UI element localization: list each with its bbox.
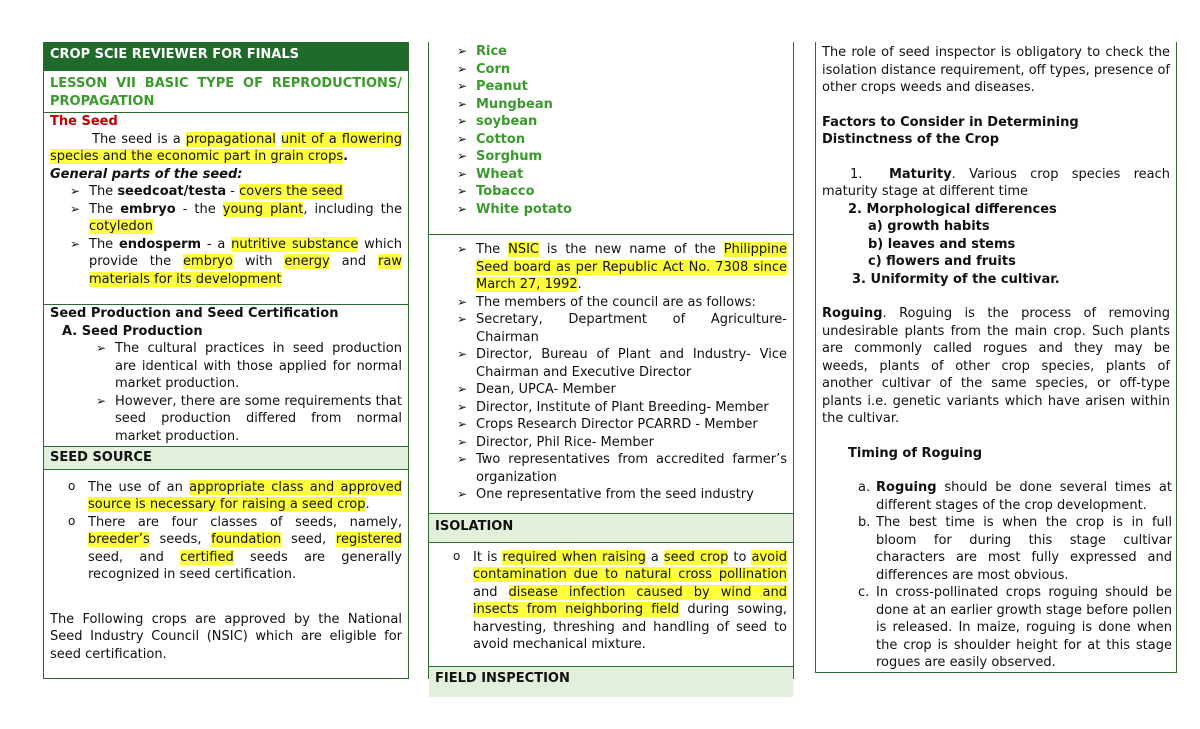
general-parts-heading: General parts of the seed: (50, 166, 243, 182)
factor-uniformity: 3. Uniformity of the cultivar. (852, 271, 1060, 287)
list-item: ➢ Cotton (455, 131, 787, 149)
list-item: ➢ The members of the council are as follows: (455, 294, 787, 312)
list-item: ➢ The seedcoat/testa - covers the seed (68, 183, 402, 201)
lesson-heading-cont: PROPAGATION (44, 93, 408, 114)
timing-list (816, 479, 1176, 672)
column-middle (428, 42, 794, 686)
list-item: o There are four classes of seeds, namely, breeder’s seeds, foundation seed, registered seed, and certified seeds are generally recognized in seed certification. (44, 514, 402, 584)
isolation-band: ISOLATION (429, 513, 793, 543)
factor-maturity: 1. Maturity. Various crop species reach maturity stage at different time (822, 166, 1171, 199)
list-item: ➢ Rice (455, 43, 787, 61)
list-item: ➢ Crops Research Director PCARRD - Member (455, 416, 787, 434)
document-title: CROP SCIE REVIEWER FOR FINALS (44, 42, 408, 71)
field-inspection-band: FIELD INSPECTION (429, 666, 793, 697)
list-item: b. The best time is when the crop is in full bloom for during this stage cultivar characters are most fully expressed and differences are most obvious. (858, 515, 1172, 583)
list-item: a. Roguing should be done several times at different stages of the crop development. (858, 480, 1172, 513)
list-item: ➢ The endosperm - a nutritive substance which provide the embryo with energy and raw materials for its development (68, 236, 402, 289)
morphology-item: b) leaves and stems (868, 236, 1016, 252)
factors-heading: Factors to Consider in Determining Distinctness of the Crop (822, 114, 1079, 147)
list-item: ➢ Tobacco (455, 183, 787, 201)
morphology-item: a) growth habits (868, 219, 990, 234)
nsic-list (429, 235, 793, 504)
isolation-list (429, 543, 793, 654)
inspector-intro: The role of seed inspector is obligatory to check the isolation distance requirement, off types, presence of other crops weeds and diseases. (822, 45, 1170, 95)
seed-production-subheading: A. Seed Production (62, 323, 203, 339)
list-item: ➢ The NSIC is the new name of the Philippine Seed board as per Republic Act No. 7308 since March 27, 1992. (455, 241, 787, 294)
seed-source-list (44, 470, 408, 584)
roguing-paragraph: Roguing. Roguing is the process of removing undesirable plants from the main crop. Such plants are commonly called rogues and they may be weeds, plants of other crop species, plants of another cultivar of the same species, or off-type plants i.e. genetic variants which have arisen within the cultivar. (822, 306, 1170, 426)
list-item: ➢ Two representatives from accredited farmer’s organization (455, 451, 787, 486)
list-item: ➢ Corn (455, 61, 787, 79)
column-right (815, 42, 1177, 673)
list-item: ➢ The embryo - the young plant, including the cotyledon (68, 201, 402, 236)
list-item: c. In cross-pollinated crops roguing should be done at an earlier growth stage before pollen is released. In maize, roguing is done when the crop is shoulder height for at this stage rogues are easily observed. (858, 585, 1172, 670)
list-item: ➢ Director, Phil Rice- Member (455, 434, 787, 452)
seed-parts-list (44, 183, 408, 288)
list-item: ➢ Wheat (455, 166, 787, 184)
lesson-heading: LESSON VII BASIC TYPE OF REPRODUCTIONS/ (50, 76, 402, 91)
list-item: o The use of an appropriate class and approved source is necessary for raising a seed crop. (44, 479, 402, 514)
list-item: ➢ Dean, UPCA- Member (455, 381, 787, 399)
timing-heading: Timing of Roguing (848, 445, 983, 461)
approved-crops-list (429, 42, 793, 218)
divider (44, 296, 408, 305)
list-item: ➢ Mungbean (455, 96, 787, 114)
factor-morphology: 2. Morphological differences (848, 201, 1057, 217)
list-item: ➢ Peanut (455, 78, 787, 96)
list-item: ➢ One representative from the seed industry (455, 486, 787, 504)
seed-production-list (44, 340, 408, 445)
list-item: ➢ Secretary, Department of Agriculture- Chairman (455, 311, 787, 346)
seed-definition: The seed is a propagational unit of a flowering species and the economic part in grain crops. (50, 131, 402, 164)
list-item: ➢ Director, Bureau of Plant and Industry- Vice Chairman and Executive Director (455, 346, 787, 381)
column-left (43, 42, 409, 679)
list-item: o It is required when raising a seed crop to avoid contamination due to natural cross pollination and disease infection caused by wind and insects from neighboring field during sowing, harvesting, threshing and handling of seed to avoid mechanical mixture. (429, 549, 787, 654)
morphology-item: c) flowers and fruits (868, 254, 1016, 269)
list-item: ➢ soybean (455, 113, 787, 131)
list-item: ➢ Director, Institute of Plant Breeding- Member (455, 399, 787, 417)
list-item: ➢ White potato (455, 201, 787, 219)
seed-heading: The Seed (50, 114, 118, 129)
list-item: ➢ The cultural practices in seed production are identical with those applied for normal market production. (94, 340, 402, 393)
nsic-paragraph: The Following crops are approved by the National Seed Industry Council (NSIC) which are eligible for seed certification. (50, 611, 402, 662)
divider (429, 218, 793, 235)
list-item: ➢ Sorghum (455, 148, 787, 166)
list-item: ➢ However, there are some requirements that seed production differed from normal market production. (94, 393, 402, 446)
seed-production-heading: Seed Production and Seed Certification (50, 306, 339, 321)
seed-source-band: SEED SOURCE (44, 446, 408, 470)
